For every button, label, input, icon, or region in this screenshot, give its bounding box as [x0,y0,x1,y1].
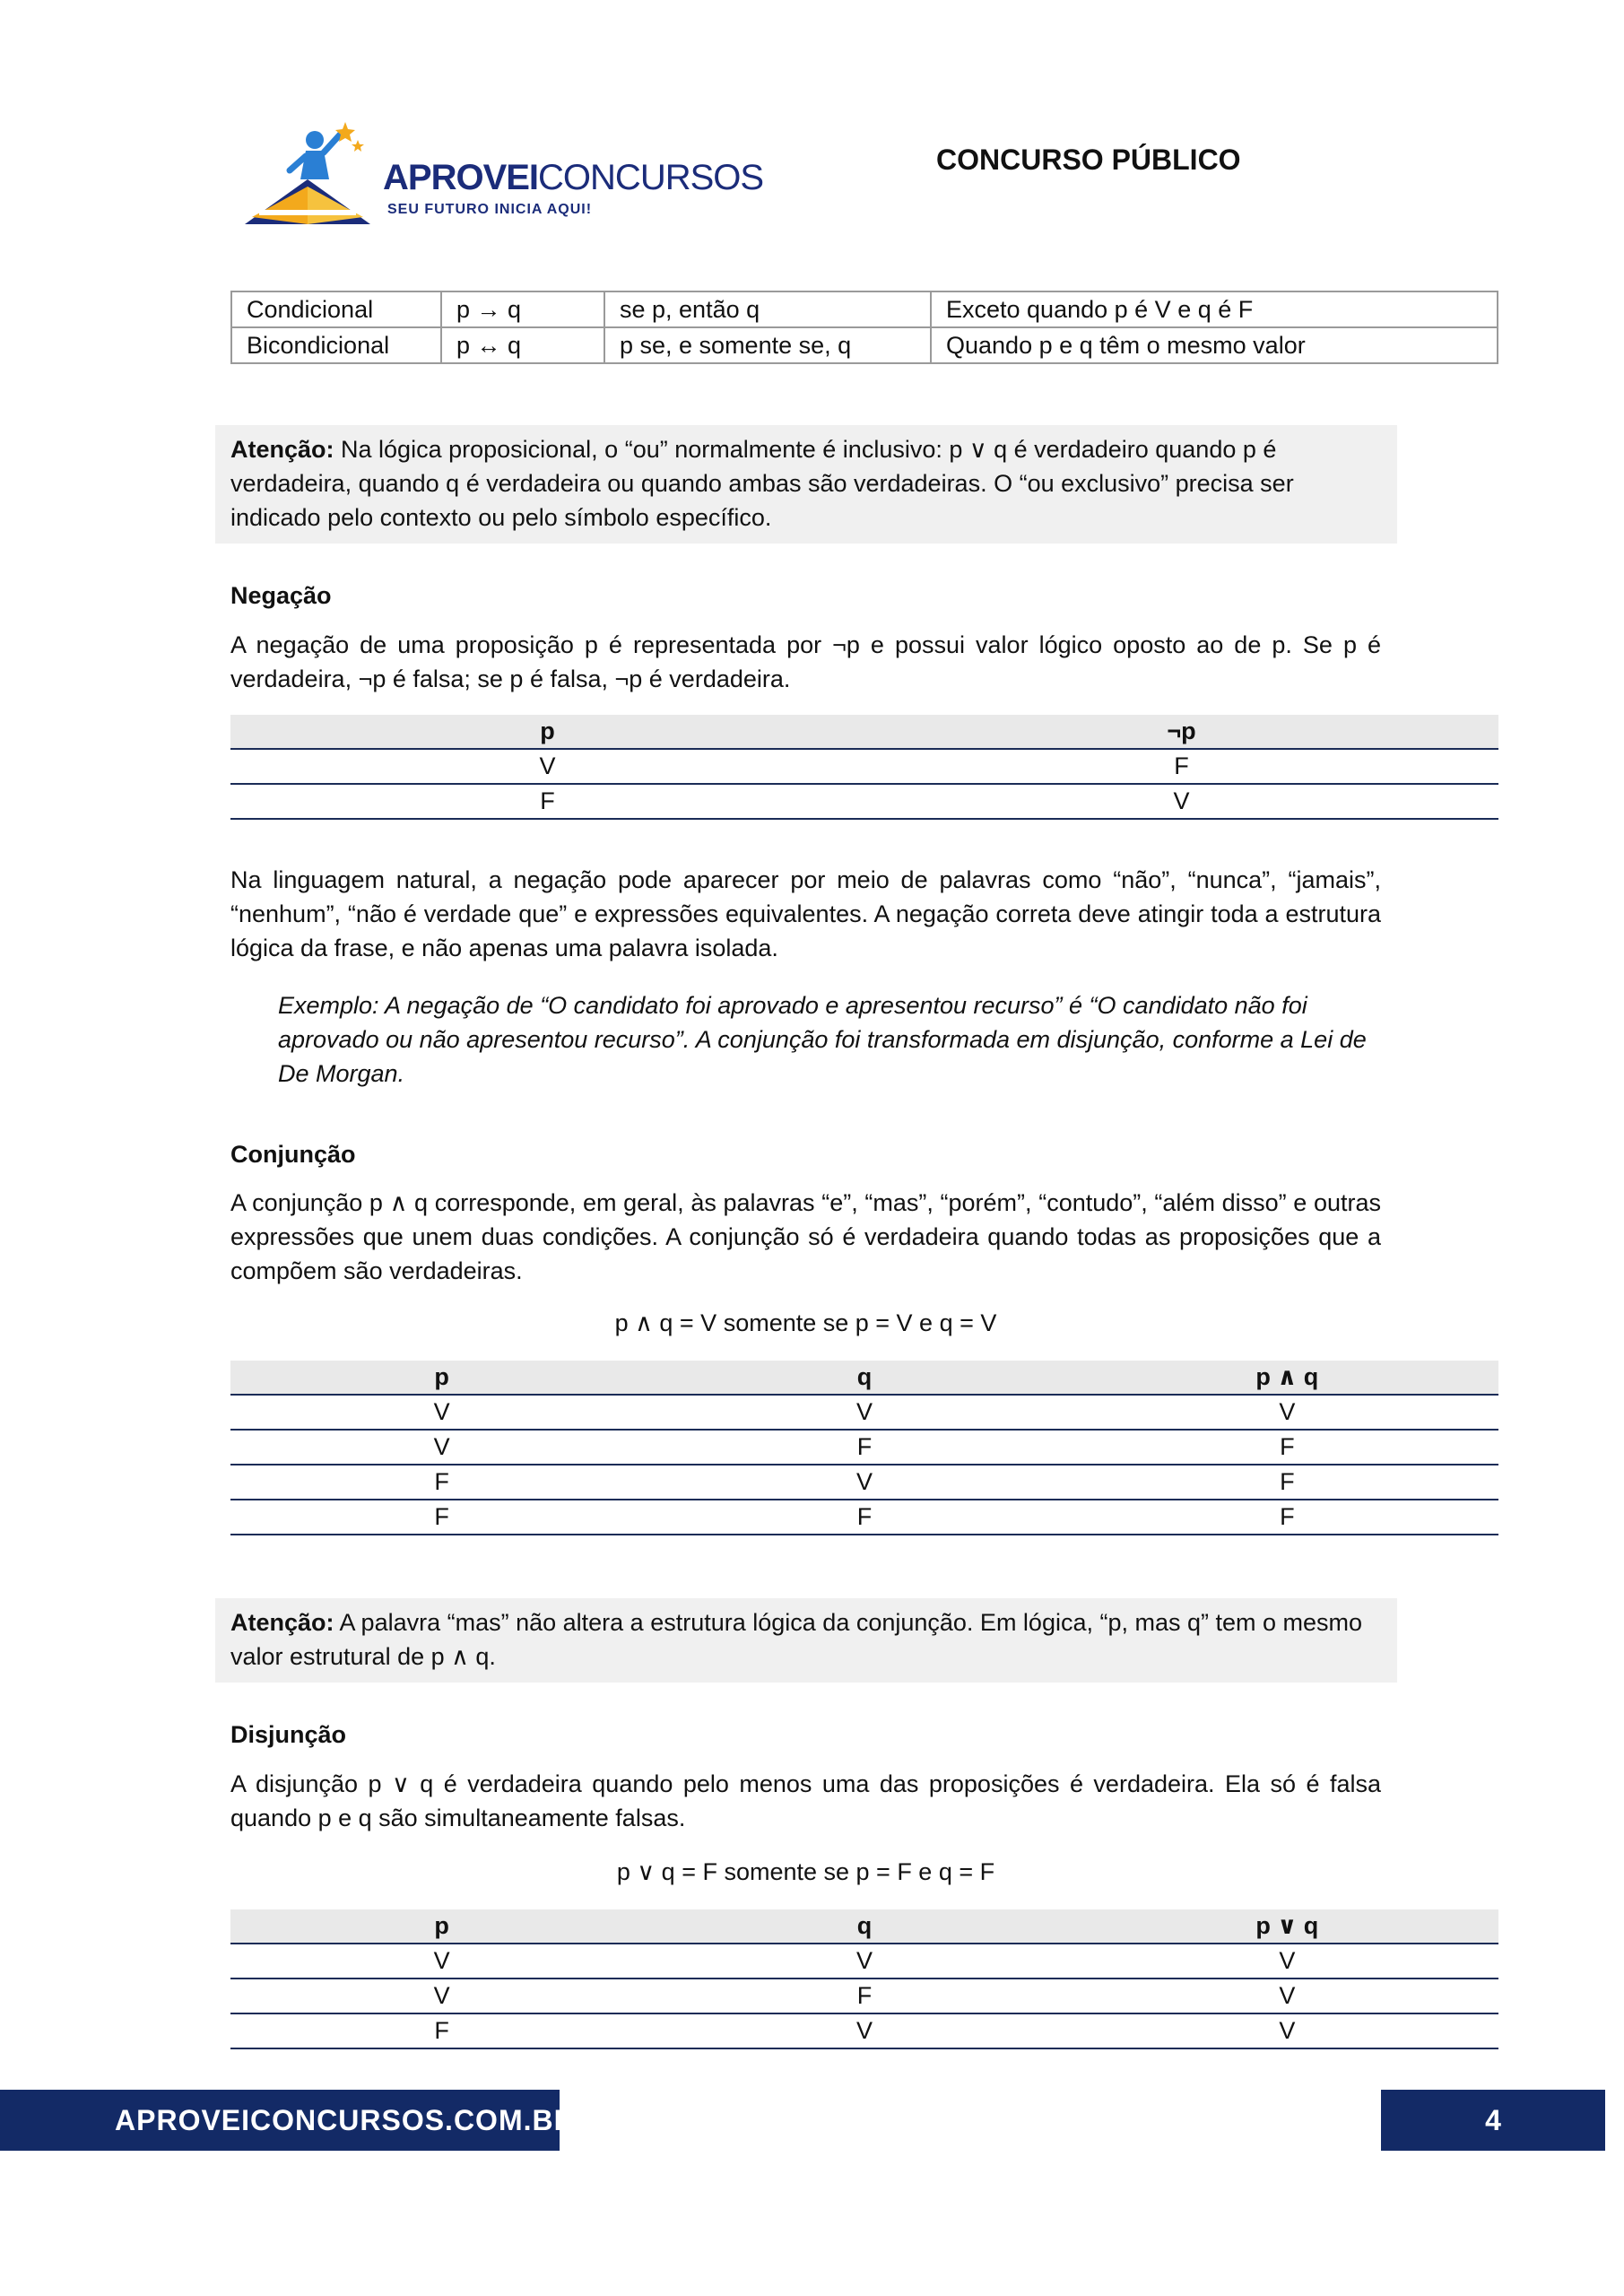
logo-tagline: SEU FUTURO INICIA AQUI! [387,202,593,217]
table-cell: V [539,752,556,779]
formula: p ∧ q = V somente se p = V e q = V [614,1309,997,1336]
table-cell: V [855,1468,873,1495]
table-cell: se p, então q [604,291,931,327]
table-header-row [230,1909,1498,1944]
table-cell: F [1280,1503,1295,1530]
table-header-row [230,1361,1498,1396]
column-header: p [434,1363,449,1390]
table-cell: V [433,1398,450,1425]
table-cell: F [434,1503,449,1530]
connectives-table [230,291,1498,364]
table-cell: V [855,2017,873,2044]
page-number: 4 [1381,2090,1605,2151]
formula: p ∨ q = F somente se p = F e q = F [616,1858,995,1885]
truth-table-disjunction [230,1909,1498,2049]
table-cell: V [433,1947,450,1974]
table-row [230,1979,1498,2014]
table-row [230,785,1498,820]
table-cell: F [856,1433,873,1460]
table-row [230,1465,1498,1500]
table-cell: V [855,1398,873,1425]
example-text: Exemplo: A negação de “O candidato foi aprovado e apresentou recurso” é “O candidato não foi aprovado ou não apresentou recurso”. A conjunção foi transformada em disjunção, conforme a Lei de De Morgan. [278,992,1367,1087]
attention-text: Na lógica proposicional, o “ou” normalmente é inclusivo: p ∨ q é verdadeiro quando p é verdadeira, quando q é verdadeira ou quando ambas são verdadeiras. O “ou exclusivo” precisa ser indicado pelo contexto ou pelo símbolo específico. [230,436,1294,531]
table-cell: Bicondicional [231,327,441,363]
logo-book-icon [236,117,379,235]
logo-wordmark: APROVEICONCURSOS [383,158,764,197]
table-cell: V [433,1433,450,1460]
table-cell: V [855,1947,873,1974]
table-row [230,2014,1498,2049]
attention-label: Atenção: [230,1609,334,1636]
table-cell: F [434,2017,449,2044]
table-row [230,1396,1498,1431]
table-cell: Exceto quando p é V e q é F [931,291,1498,327]
brand-logo [230,117,764,235]
table-row [231,291,1498,327]
attention-label: Atenção: [230,436,334,463]
column-header: p [540,718,555,744]
table-cell: p se, e somente se, q [604,327,931,363]
table-cell: V [1279,2017,1296,2044]
footer-website: APROVEICONCURSOS.COM.BR [0,2090,560,2151]
table-cell: V [1279,1398,1296,1425]
paragraph: A negação de uma proposição p é representada por ¬p e possui valor lógico oposto ao de p. Se p é verdadeira, ¬p é falsa; se p é falsa, ¬p é verdadeira. [230,631,1381,692]
table-cell: p ↔ q [441,327,604,363]
table-cell: F [1280,1433,1295,1460]
column-header: q [856,1912,873,1939]
table-cell: V [1173,787,1190,814]
table-cell: V [1279,1947,1296,1974]
table-row [231,327,1498,363]
section-heading-conjuncao: Conjunção [230,1141,356,1168]
paragraph: A conjunção p ∧ q corresponde, em geral, às palavras “e”, “mas”, “porém”, “contudo”, “além disso” e outras expressões que unem duas condições. A conjunção só é verdadeira quando todas as proposições que a compõem são verdadeiras. [230,1189,1381,1284]
column-header: p ∧ q [1255,1363,1319,1390]
table-row [230,750,1498,785]
document-title: CONCURSO PÚBLICO [936,144,1241,176]
paragraph: Na linguagem natural, a negação pode aparecer por meio de palavras como “não”, “nunca”, “jamais”, “nenhum”, “não é verdade que” e expressões equivalentes. A negação correta deve atingir toda a estrutura lógica da frase, e não apenas uma palavra isolada. [230,866,1381,961]
paragraph: A disjunção p ∨ q é verdadeira quando pelo menos uma das proposições é verdadeira. Ela só é falsa quando p e q são simultaneamente falsas. [230,1770,1381,1831]
truth-table-negation [230,715,1498,820]
table-row [230,1500,1498,1535]
attention-text: A palavra “mas” não altera a estrutura lógica da conjunção. Em lógica, “p, mas q” tem o mesmo valor estrutural de p ∧ q. [230,1609,1363,1670]
column-header: p [434,1912,449,1939]
section-heading-disjuncao: Disjunção [230,1721,347,1748]
section-heading-negacao: Negação [230,582,332,609]
attention-box [215,425,1397,544]
truth-table-conjunction [230,1361,1498,1535]
table-row [230,1431,1498,1465]
table-header-row [230,715,1498,750]
column-header: p ∨ q [1255,1912,1319,1939]
table-cell: F [856,1503,873,1530]
table-cell: F [856,1982,873,2009]
table-cell: p → q [441,291,604,327]
attention-box [215,1598,1397,1683]
table-row [230,1944,1498,1979]
table-cell: F [1280,1468,1295,1495]
table-cell: Quando p e q têm o mesmo valor [931,327,1498,363]
table-cell: V [1279,1982,1296,2009]
table-cell: F [540,787,555,814]
table-cell: F [1174,752,1189,779]
table-cell: Condicional [231,291,441,327]
table-cell: F [434,1468,449,1495]
column-header: q [856,1363,873,1390]
column-header: ¬p [1167,718,1196,744]
table-cell: V [433,1982,450,2009]
